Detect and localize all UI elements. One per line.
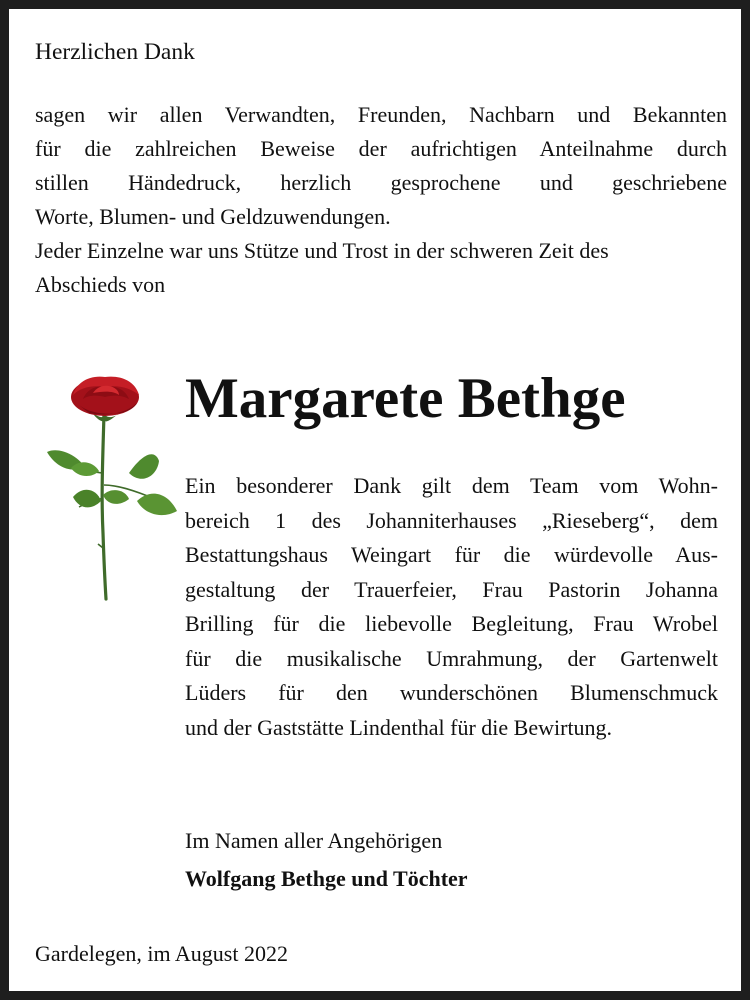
thanks-line: und der Gaststätte Lindenthal für die Bewirtung.: [185, 714, 613, 740]
rose-icon: [31, 373, 181, 603]
rose-stem: [102, 413, 106, 599]
rose-leaf: [73, 490, 101, 508]
deceased-name: Margarete Bethge: [185, 367, 626, 430]
special-thanks-paragraph: [185, 469, 718, 745]
intro-line: Worte, Blumen- und Geldzuwendungen.: [35, 204, 391, 229]
intro-line: stillen Händedruck, herzlich gesprochene und geschriebene: [35, 170, 727, 195]
rose-leaf: [103, 490, 129, 504]
intro-line: für die zahlreichen Beweise der aufrichtigen Anteilnahme durch: [35, 136, 727, 161]
thanks-line: gestaltung der Trauerfeier, Frau Pastorin Johanna: [185, 576, 718, 602]
signoff-line: Im Namen aller Angehörigen: [185, 828, 443, 853]
thanks-line: Bestattungshaus Weingart für die würdevolle Aus-: [185, 542, 718, 567]
notice-heading: Herzlichen Dank: [35, 39, 195, 65]
thanks-line: Ein besonderer Dank gilt dem Team vom Wohn-: [185, 473, 718, 498]
thanks-line: Lüders für den wunderschönen Blumenschmuck: [185, 680, 718, 705]
thanks-line: für die musikalische Umrahmung, der Gartenwelt: [185, 645, 718, 671]
rose-leaf: [137, 494, 177, 516]
rose-leaf: [129, 454, 159, 479]
signatory-name: Wolfgang Bethge und Töchter: [185, 866, 468, 891]
intro-line: sagen wir allen Verwandten, Freunden, Nachbarn und Bekannten: [35, 102, 727, 127]
intro-line: Abschieds von: [35, 272, 166, 297]
thanks-line: Brilling für die liebevolle Begleitung, Frau Wrobel: [185, 611, 718, 636]
intro-paragraph: [35, 98, 727, 302]
intro-line: Jeder Einzelne war uns Stütze und Trost in der schweren Zeit des: [35, 238, 609, 263]
thanks-line: bereich 1 des Johanniterhauses „Rieseberg“, dem: [185, 507, 718, 533]
place-and-date: Gardelegen, im August 2022: [35, 941, 288, 966]
